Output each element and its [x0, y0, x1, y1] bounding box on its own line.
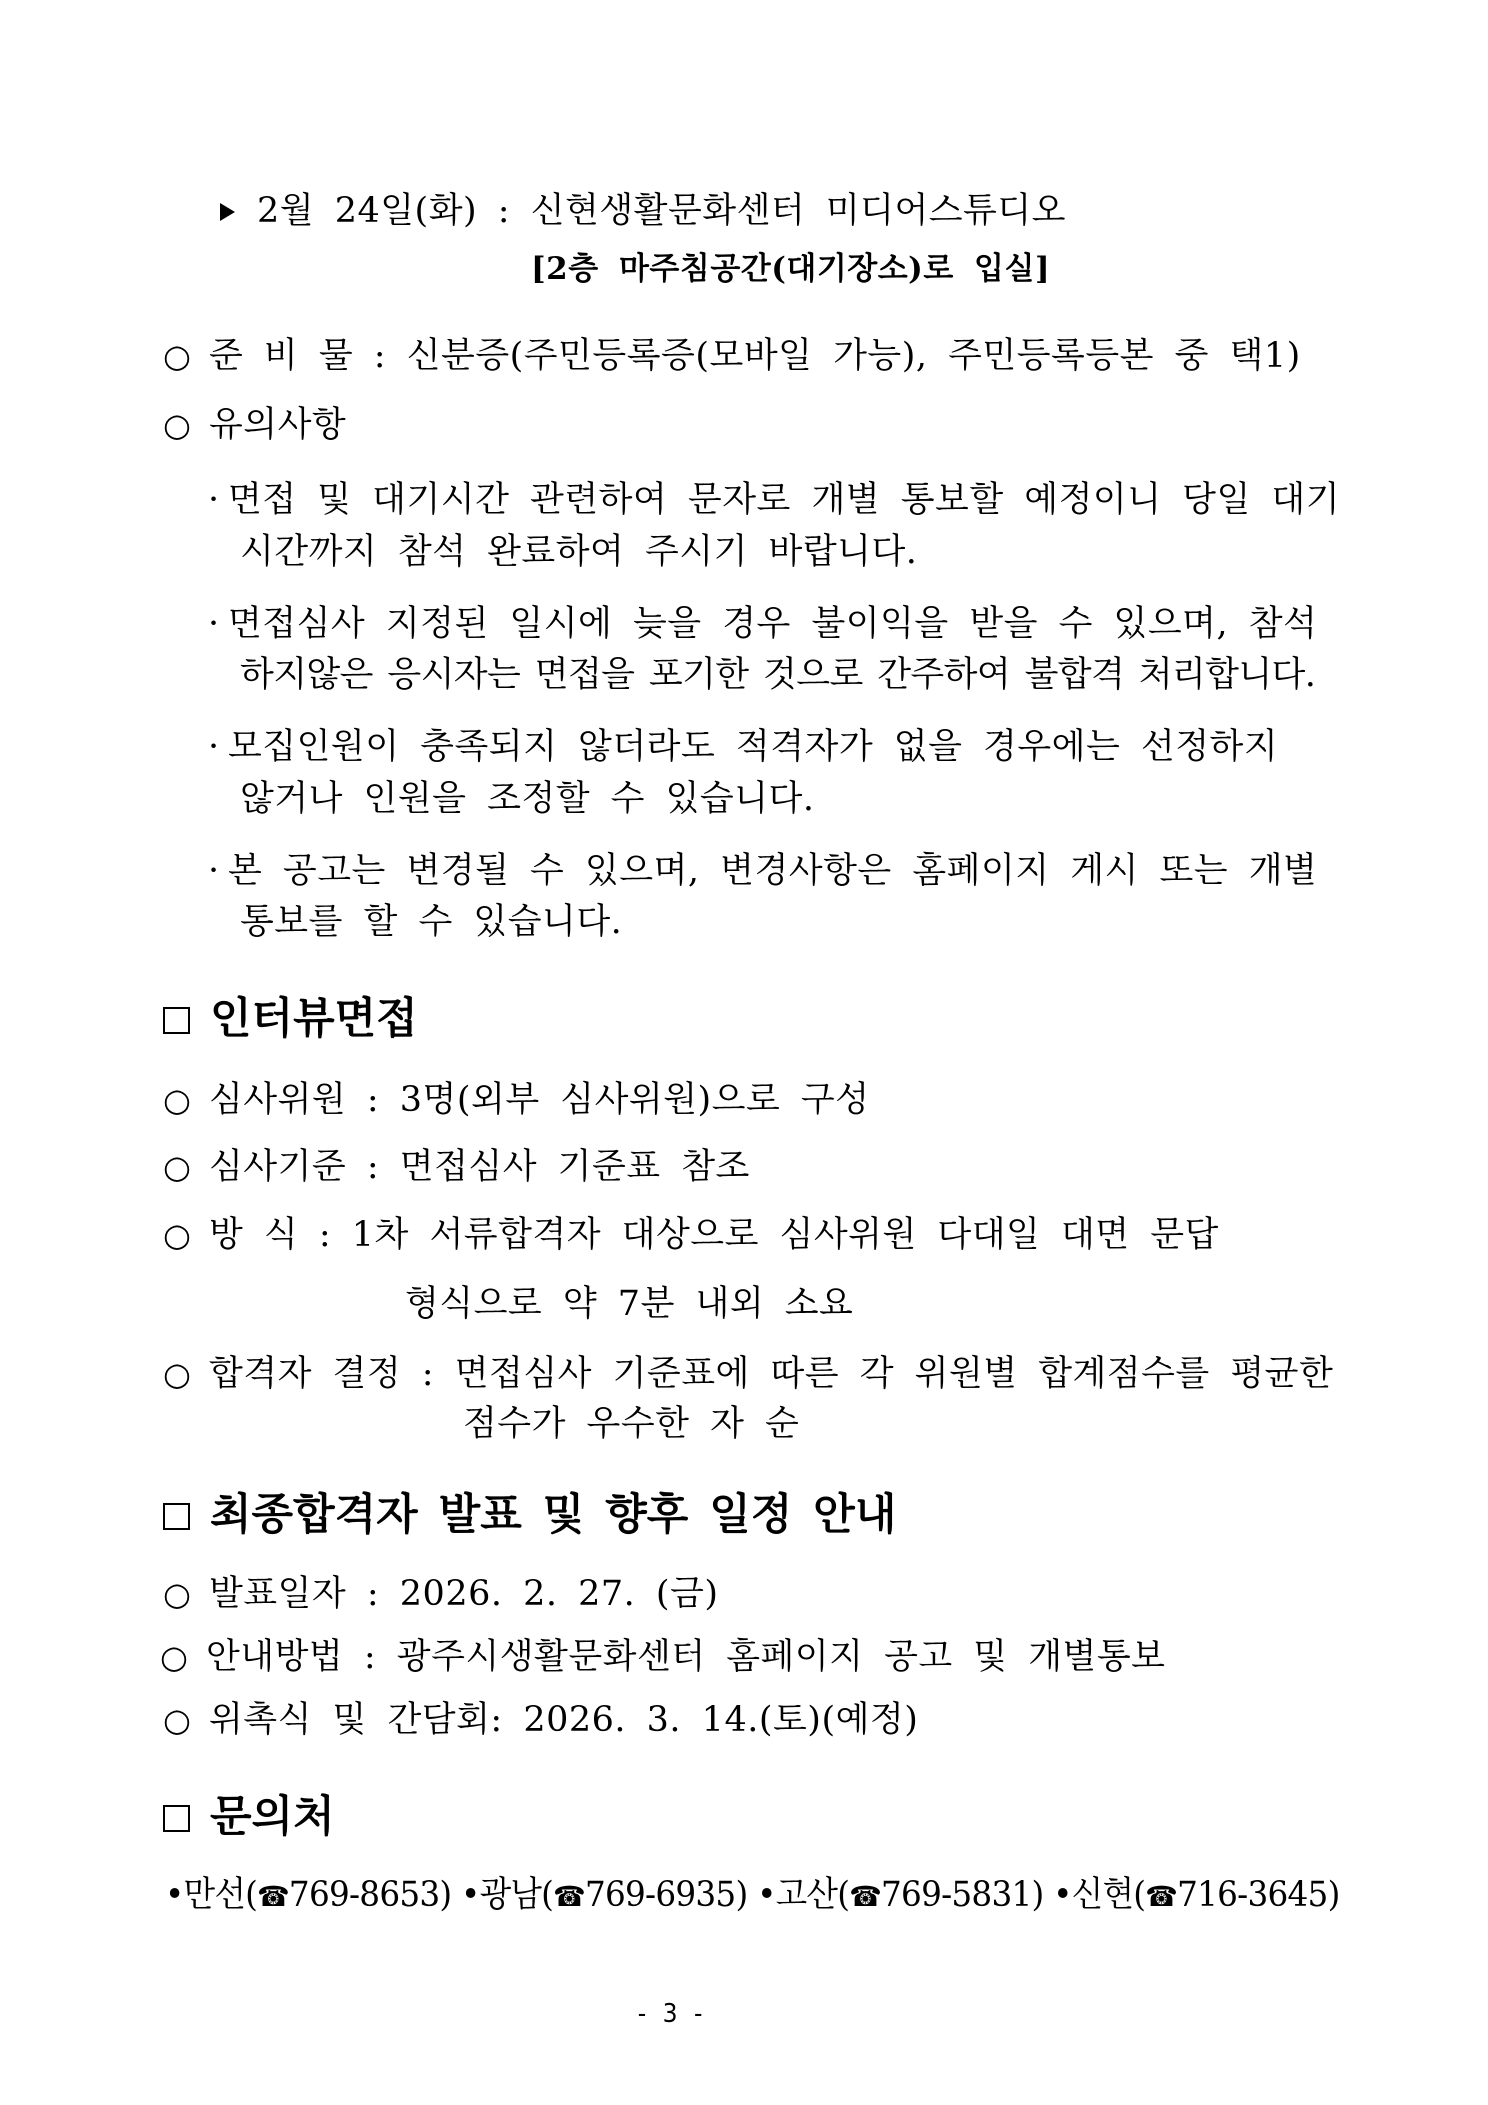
- contact-item: •신현(☎716-3645): [1053, 1875, 1340, 1915]
- circle-bullet-icon: ○: [163, 1701, 192, 1739]
- circle-bullet-icon: ○: [163, 1575, 192, 1613]
- circle-bullet-icon: ○: [163, 1081, 192, 1119]
- prep-item: ○ 준 비 물 : 신분증(주민등록증(모바일 가능), 주민등록등본 중 택1): [163, 336, 1301, 376]
- triangle-bullet-icon: [220, 203, 235, 221]
- note-item-4-cont: 통보를 할 수 있습니다.: [240, 902, 623, 942]
- final-ceremony: ○ 위촉식 및 간담회: 2026. 3. 14.(토)(예정): [163, 1700, 919, 1740]
- dot-bullet-icon: ·: [208, 851, 220, 891]
- page-number: - 3 -: [637, 1999, 703, 2029]
- schedule-line-2: [2층 마주침공간(대기장소)로 입실]: [531, 251, 1051, 287]
- contact-item: •고산(☎769-5831): [757, 1875, 1044, 1915]
- square-bullet-icon: [163, 1805, 190, 1832]
- interview-decision: ○ 합격자 결정 : 면접심사 기준표에 따른 각 위원별 합계점수를 평균한: [163, 1354, 1334, 1394]
- interview-heading: 인터뷰면접: [163, 993, 418, 1045]
- contact-list: [165, 1873, 1340, 1919]
- contact-heading: 문의처: [163, 1791, 335, 1843]
- dot-bullet-icon: •: [757, 1875, 776, 1915]
- circle-bullet-icon: ○: [163, 406, 192, 444]
- note-item-3: · 모집인원이 충족되지 않더라도 적격자가 없을 경우에는 선정하지: [208, 727, 1279, 767]
- dot-bullet-icon: •: [1053, 1875, 1072, 1915]
- dot-bullet-icon: •: [461, 1875, 480, 1915]
- square-bullet-icon: [163, 1503, 190, 1530]
- contact-item: •광남(☎769-6935): [461, 1875, 748, 1915]
- final-heading: 최종합격자 발표 및 향후 일정 안내: [163, 1489, 896, 1541]
- circle-bullet-icon: ○: [163, 1355, 192, 1393]
- note-item-3-cont: 않거나 인원을 조정할 수 있습니다.: [240, 779, 815, 819]
- final-date: ○ 발표일자 : 2026. 2. 27. (금): [163, 1574, 719, 1614]
- circle-bullet-icon: ○: [163, 1148, 192, 1186]
- circle-bullet-icon: ○: [163, 337, 192, 375]
- interview-committee: ○ 심사위원 : 3명(외부 심사위원)으로 구성: [163, 1080, 870, 1120]
- dot-bullet-icon: ·: [208, 604, 220, 644]
- circle-bullet-icon: ○: [163, 1216, 192, 1254]
- dot-bullet-icon: •: [165, 1875, 184, 1915]
- final-method: ○ 안내방법 : 광주시생활문화센터 홈페이지 공고 및 개별통보: [160, 1637, 1166, 1677]
- phone-icon: ☎: [1145, 1880, 1178, 1913]
- circle-bullet-icon: ○: [160, 1638, 189, 1676]
- notes-title: ○ 유의사항: [163, 405, 347, 445]
- schedule-line-1: 2월 24일(화) : 신현생활문화센터 미디어스튜디오: [220, 189, 1066, 233]
- square-bullet-icon: [163, 1007, 190, 1034]
- interview-criteria: ○ 심사기준 : 면접심사 기준표 참조: [163, 1147, 750, 1187]
- interview-method: ○ 방 식 : 1차 서류합격자 대상으로 심사위원 다대일 대면 문답: [163, 1215, 1219, 1255]
- interview-method-cont: 형식으로 약 7분 내외 소요: [405, 1284, 854, 1324]
- note-item-2-cont: 하지않은 응시자는 면접을 포기한 것으로 간주하여 불합격 처리합니다.: [240, 655, 1316, 695]
- note-item-1-cont: 시간까지 참석 완료하여 주시기 바랍니다.: [240, 532, 918, 572]
- phone-icon: ☎: [257, 1880, 289, 1913]
- contact-item: •만선(☎769-8653): [165, 1875, 452, 1915]
- note-item-1: · 면접 및 대기시간 관련하여 문자로 개별 통보할 예정이니 당일 대기: [208, 480, 1341, 520]
- interview-decision-cont: 점수가 우수한 자 순: [463, 1404, 800, 1444]
- note-item-4: · 본 공고는 변경될 수 있으며, 변경사항은 홈페이지 게시 또는 개별: [208, 851, 1318, 891]
- dot-bullet-icon: ·: [208, 480, 220, 520]
- dot-bullet-icon: ·: [208, 727, 220, 767]
- phone-icon: ☎: [553, 1880, 585, 1913]
- phone-icon: ☎: [849, 1880, 882, 1913]
- note-item-2: · 면접심사 지정된 일시에 늦을 경우 불이익을 받을 수 있으며, 참석: [208, 604, 1318, 644]
